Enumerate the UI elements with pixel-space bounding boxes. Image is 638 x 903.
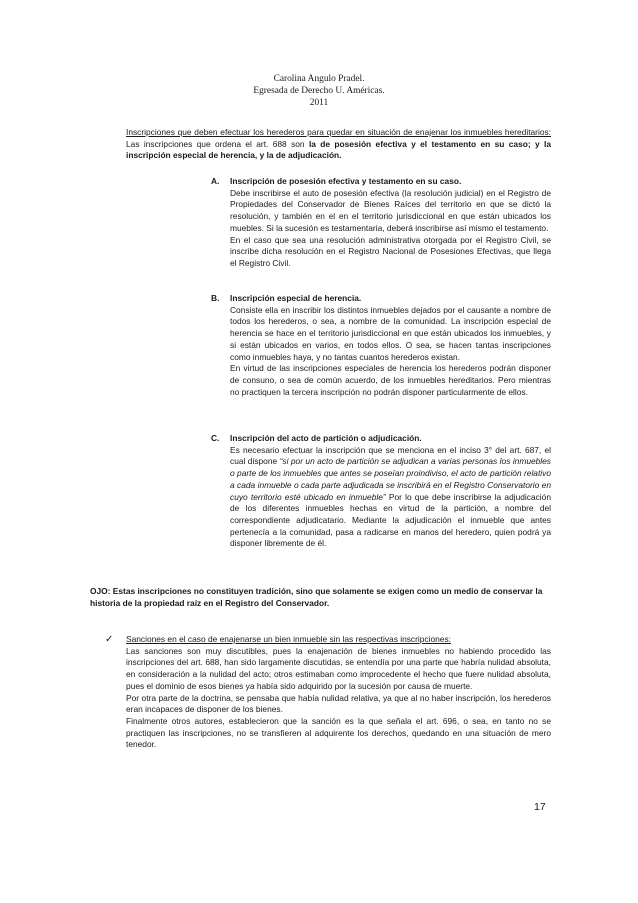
article-quote: “si por un acto de partición se adjudican a varias personas los inmuebles o parte de los inmuebles que antes se poseían proindiviso, el acto de partición relativo a cada inmueble o cada parte adjudicada se inscribirá en el Registro Conservatorio en cuyo territorio esté ubicado en inmueble”: [230, 456, 551, 502]
section-c-letter: C.: [211, 433, 220, 443]
checkmark-icon: ✓: [105, 634, 114, 645]
sanciones-paragraph-1: Las sanciones son muy discutibles, pues la enajenación de bienes inmuebles no habiendo procedido las inscripciones del art. 688, han sido largamente discutidas, se entendía por una parte que habría nulidad absoluta, en consideración a la nulidad del acto; otros estimaban como improcedente el hecho que fuere nulidad absoluta, pues el dominio de esos bienes ya había sido adquirido por la sucesión por causa de muerte.: [126, 645, 551, 691]
section-a: [230, 176, 551, 270]
section-c-paragraph: [230, 445, 551, 550]
section-b-letter: B.: [211, 293, 220, 303]
section-a-letter: A.: [211, 176, 220, 186]
section-c-title: Inscripción del acto de partición o adjudicación.: [230, 433, 422, 443]
sanciones-title: Sanciones en el caso de enajenarse un bien inmueble sin las respectivas inscripciones:: [126, 634, 451, 644]
section-c: [230, 433, 551, 550]
section-a-title: Inscripción de posesión efectiva y testamento en su caso.: [230, 176, 462, 186]
header-year: 2011: [309, 98, 329, 108]
sanciones-block: [126, 634, 551, 751]
page-header: [0, 73, 638, 109]
section-a-paragraph-1: Debe inscribirse el auto de posesión efectiva (la resolución judicial) en el Registro de Propiedades del Conservador de Bienes Raíces del territorio en que se dictó la resolución, y también en el en el territorio jurisdiccional en que están ubicados los muebles. Si la sucesión es testamentaria, deberá inscribirse así mismo el testamento.: [230, 187, 551, 233]
ojo-note: OJO: Estas inscripciones no constituyen tradición, sino que solamente se exigen como un medio de conservar la historia de la propiedad raíz en el Registro del Conservador.: [90, 586, 543, 608]
intro-text-bold: la de posesión efectiva y el testamento en su caso; y la inscripción especial de herencia, y la de adjudicación.: [126, 138, 551, 161]
sanciones-paragraph-2: Por otra parte de la doctrina, se pensaba que había nulidad relativa, ya que al no haber inscripción, los herederos eran incapaces de disponer de los bienes.: [126, 692, 551, 715]
section-b: [230, 293, 551, 398]
intro-text: Las inscripciones que ordena el art. 688 son: [126, 138, 309, 149]
section-b-paragraph-2: En virtud de las inscripciones especiales de herencia los herederos podrán disponer de consuno, o sea de común acuerdo, de los inmuebles hereditarios. Pero mientras no practiquen la tercera inscripción no podrán disponer particularmente de ellos.: [230, 363, 551, 397]
intro-paragraph: [126, 127, 551, 162]
section-b-title: Inscripción especial de herencia.: [230, 293, 362, 303]
section-b-paragraph-1: Consiste ella en inscribir los distintos inmuebles dejados por el causante a nombre de todos los herederos, o sea, a nombre de la comunidad. La inscripción especial de herencia se hace en el territorio jurisdiccional en que están ubicados los inmuebles, y si están ubicados en varios, en todos ellos. O sea, se hacen tantas inscripciones como inmuebles haya, y no tantas cuantos herederos existan.: [230, 304, 551, 362]
author-name: Carolina Angulo Pradel.: [273, 74, 365, 84]
author-affiliation: Egresada de Derecho U. Américas.: [253, 86, 385, 96]
section-c-text-a: Es necesario efectuar la inscripción que se menciona en el inciso 3° del art. 687, el cual dispone: [230, 444, 551, 467]
page-number: 17: [534, 801, 546, 813]
intro-title: Inscripciones que deben efectuar los herederos para quedar en situación de enajenar los inmuebles hereditarios:: [126, 127, 551, 137]
section-a-paragraph-2: En el caso que sea una resolución administrativa otorgada por el Registro Civil, se inscribe dicha resolución en el Registro Nacional de Posesiones Efectivas, que llega el Registro Civil.: [230, 234, 551, 268]
section-c-text-b: Por lo que debe inscribirse la adjudicación de los diferentes inmuebles hechas en virtud de la partición, a nombre del correspondiente adjudicatario. Mediante la adjudicación el inmueble que antes pertenecía a la comunidad, pasa a radicarse en manos del heredero, quien podrá ya disponer libremente de él.: [230, 491, 551, 549]
sanciones-paragraph-3: Finalmente otros autores, establecieron que la sanción es la que señala el art. 696, o sea, en tanto no se practiquen las inscripciones, no se transfieren al adquirente los derechos, quedando en una situación de mero tenedor.: [126, 715, 551, 750]
